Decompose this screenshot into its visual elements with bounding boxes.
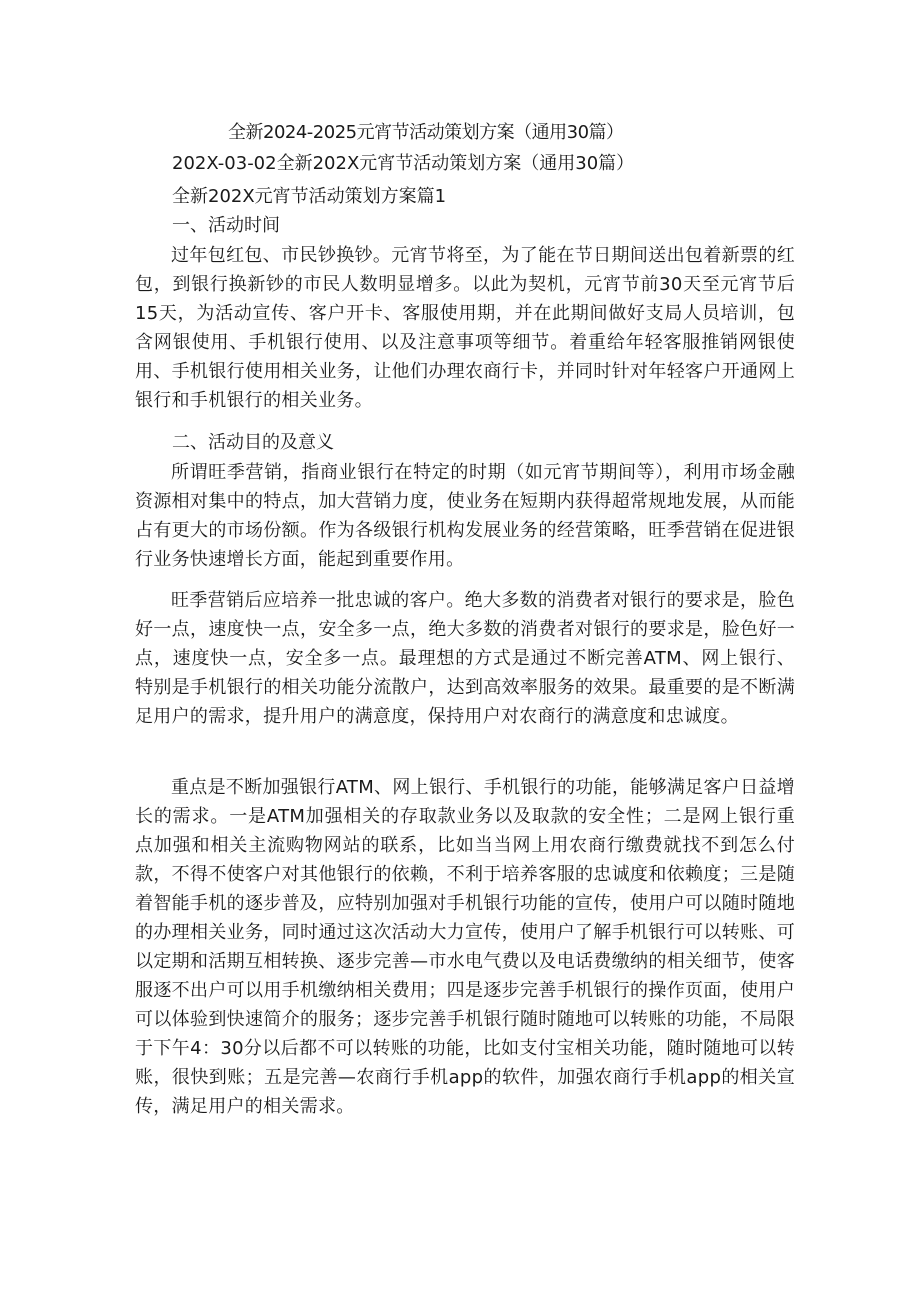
document-subtitle: 202X-03-02全新202X元宵节活动策划方案（通用30篇） — [172, 153, 635, 174]
paragraph-key-points: 重点是不断加强银行ATM、网上银行、手机银行的功能，能够满足客户日益增长的需求。一是ATM加强相关的存取款业务以及取款的安全性；二是网上银行重点加强和相关主流购物网站的联系，比如当当网上用农商行缴费就找不到怎么付款，不得不使客户对其他银行的依赖，不利于培养客服的忠诚度和依赖度；三是随着智能手机的逐步普及，应特别加强对手机银行功能的宣传，使用户可以随时随地的办理相关业务，同时通过这次活动大力宣传，使用户了解手机银行可以转账、可以定期和活期互相转换、逐步完善—市水电气费以及电话费缴纳的相关细节，使客服逐不出户可以用手机缴纳相关费用；四是逐步完善手机银行的操作页面，使用户可以体验到快速简介的服务；逐步完善手机银行随时随地可以转账的功能，不局限于下午4：30分以后都不可以转账的功能，比如支付宝相关功能，随时随地可以转账，很快到账；五是完善—农商行手机app的软件，加强农商行手机app的相关宣传，满足用户的相关需求。 — [135, 777, 795, 1117]
document-title: 全新2024-2025元宵节活动策划方案（通用30篇） — [228, 122, 624, 143]
paragraph-loyal-customers: 旺季营销后应培养一批忠诚的客户。绝大多数的消费者对银行的要求是，脸色好一点，速度快一点，安全多一点，绝大多数的消费者对银行的要求是，脸色好一点，速度快一点，安全多一点。最理想的方式是通过不断完善ATM、网上银行、特别是手机银行的相关功能分流散户，达到高效率服务的效果。最重要的是不断满足用户的需求，提升用户的满意度，保持用户对农商行的满意度和忠诚度。 — [135, 590, 795, 727]
heading-activity-time: 一、活动时间 — [172, 215, 280, 236]
section-title: 全新202X元宵节活动策划方案篇1 — [172, 186, 447, 207]
paragraph-peak-marketing: 所谓旺季营销，指商业银行在特定的时期（如元宵节期间等），利用市场金融资源相对集中的特点，加大营销力度，使业务在短期内获得超常规地发展，从而能占有更大的市场份额。作为各级银行机构发展业务的经营策略，旺季营销在促进银行业务快速增长方面，能起到重要作用。 — [135, 462, 795, 570]
heading-purpose: 二、活动目的及意义 — [172, 432, 334, 453]
paragraph-activity-time: 过年包红包、市民钞换钞。元宵节将至，为了能在节日期间送出包着新票的红包，到银行换新钞的市民人数明显增多。以此为契机，元宵节前30天至元宵节后15天，为活动宣传、客户开卡、客服使用期，并在此期间做好支局人员培训，包含网银使用、手机银行使用、以及注意事项等细节。着重给年轻客服推销网银使用、手机银行使用相关业务，让他们办理农商行卡，并同时针对年轻客户开通网上银行和手机银行的相关业务。 — [135, 245, 795, 411]
